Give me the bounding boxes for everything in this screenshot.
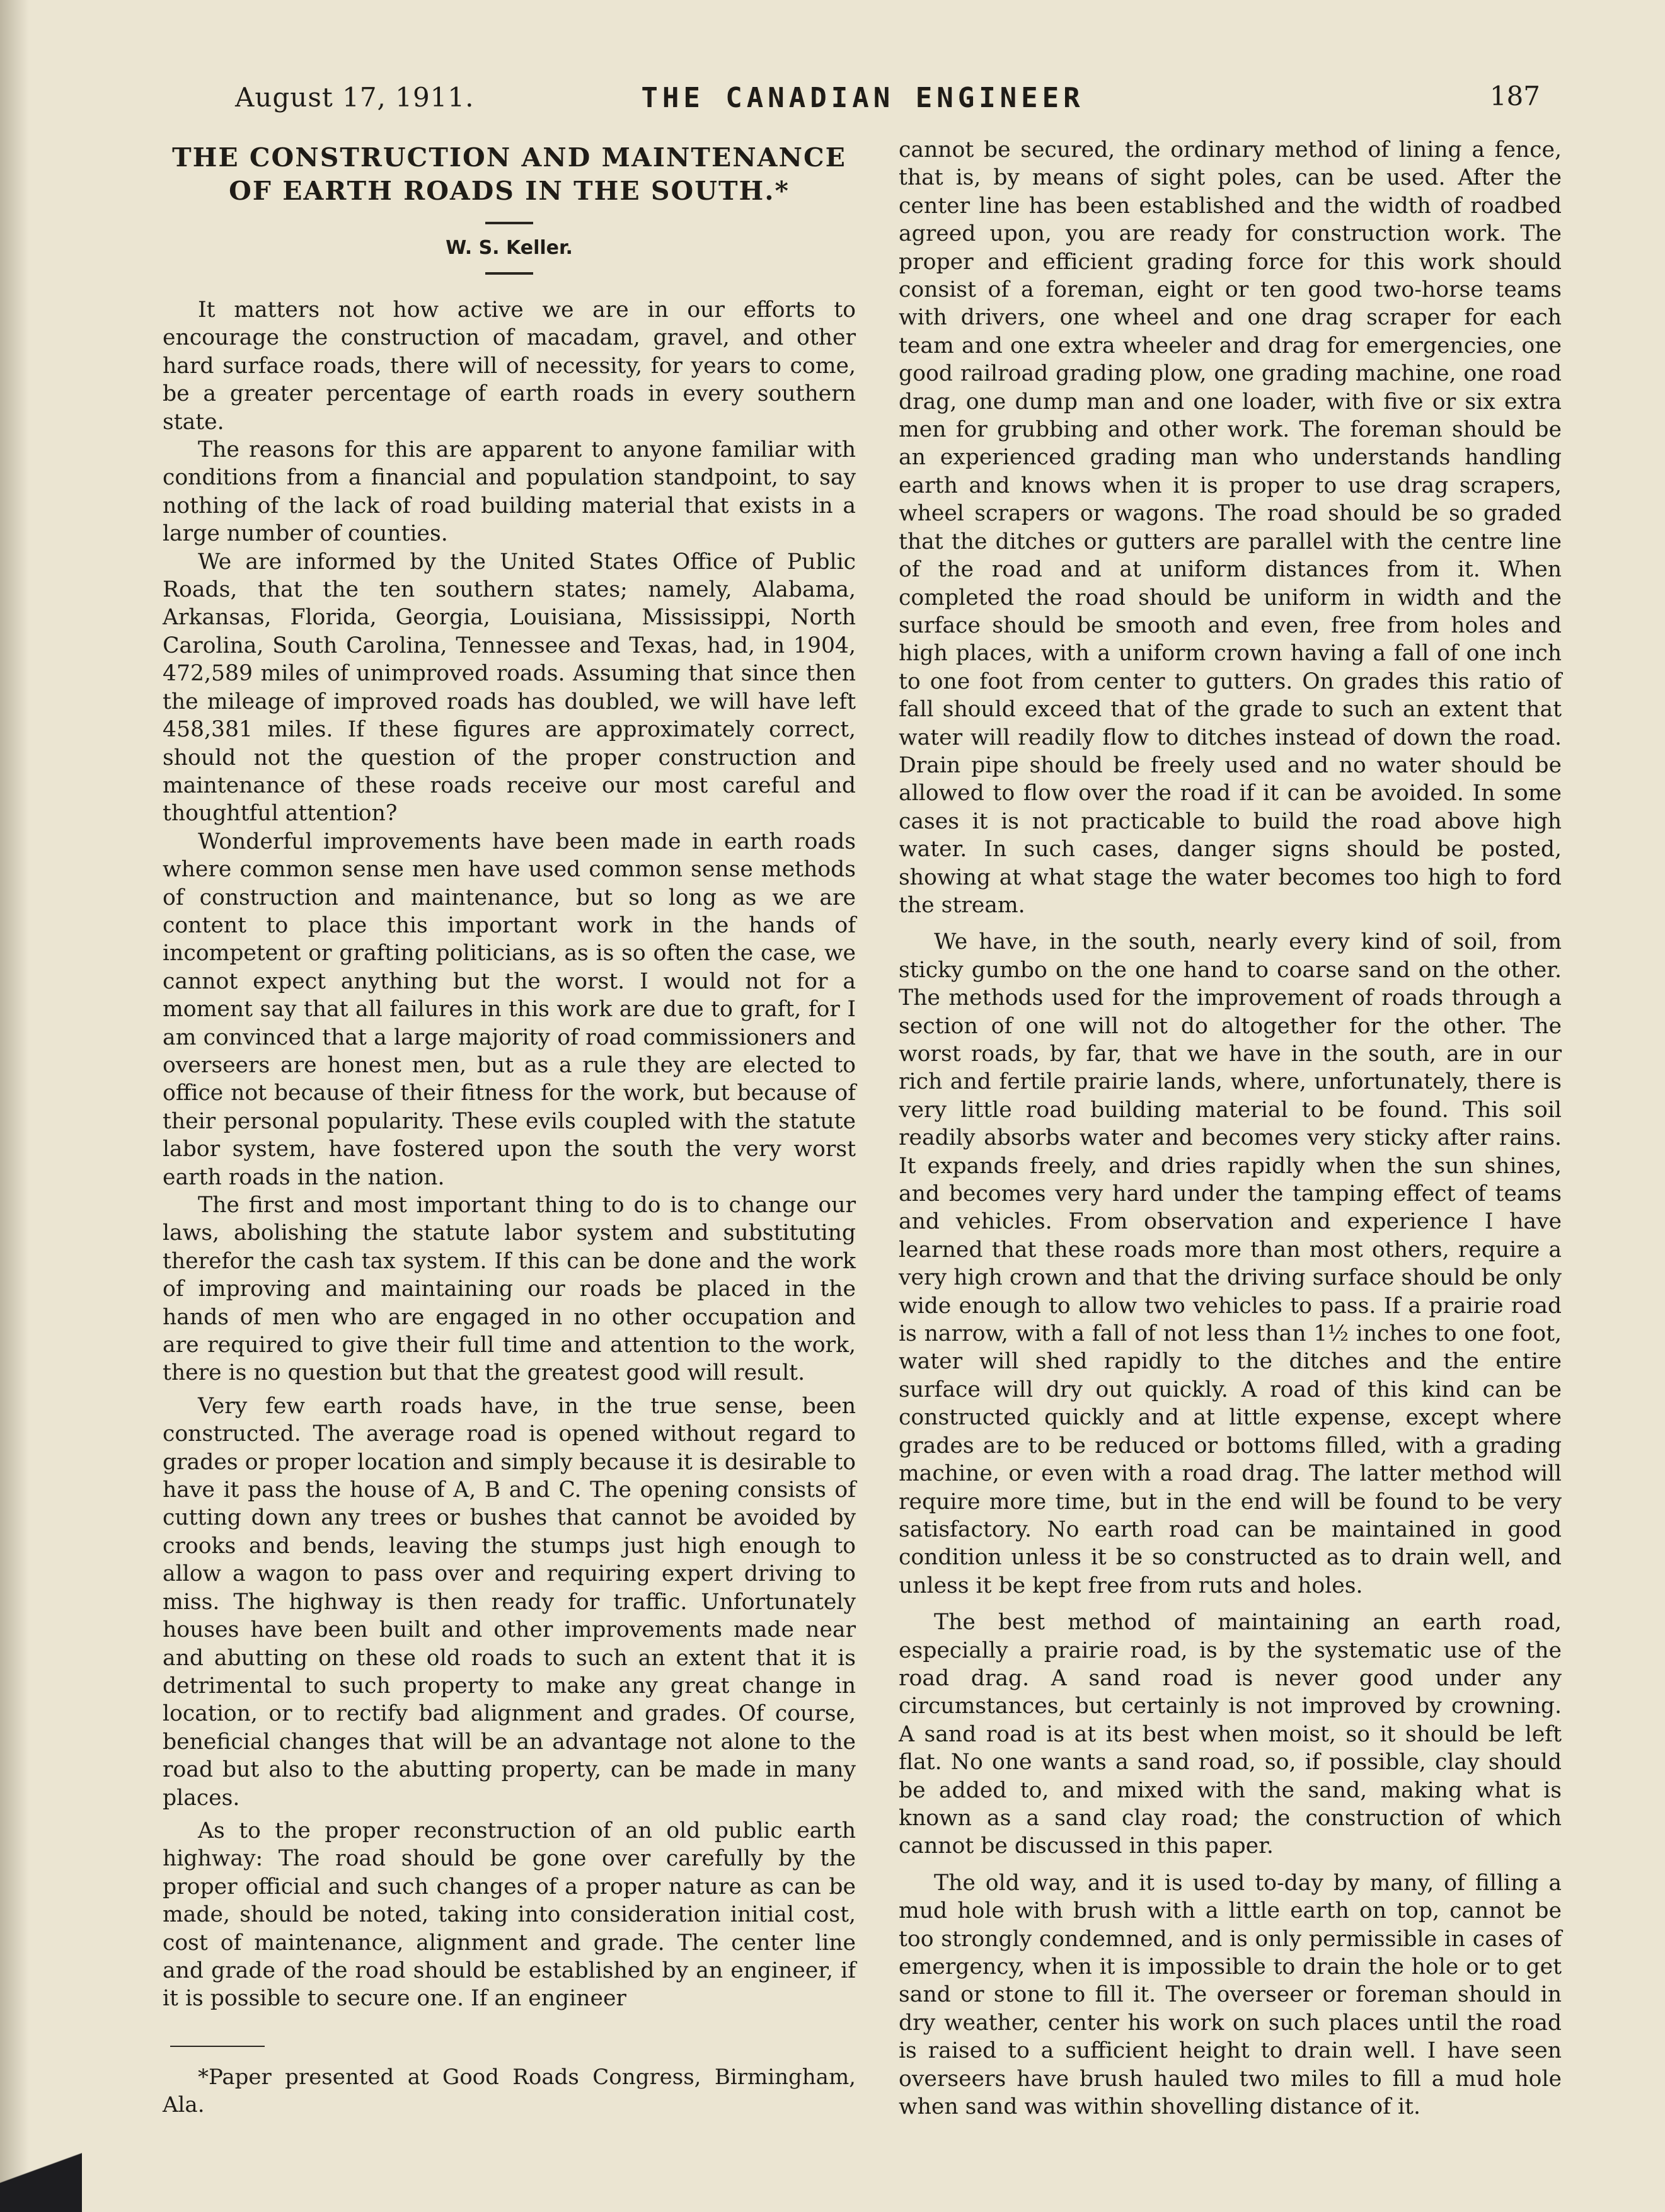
page-number: 187 xyxy=(1489,81,1540,112)
left-column xyxy=(163,136,856,2119)
footnote-rule xyxy=(170,2046,265,2047)
paragraph: We have, in the south, nearly every kind of soil, from sticky gumbo on the one hand to coarse sand on the other. The methods used for the improvement of roads through a section of one will not do altogether for the other. The worst roads, by far, that we have in the south, are in our rich and fertile prairie lands, where, unfortunately, there is very little road building material to be found. This soil readily absorbs water and becomes very sticky after rains. It expands freely, and dries rapidly when the sun shines, and becomes very hard under the tamping effect of teams and vehicles. From observation and experience I have learned that these roads more than most others, require a very high crown and that the driving surface should be only wide enough to allow two vehicles to pass. If a prairie road is narrow, with a fall of not less than 1½ inches to one foot, water will shed rapidly to the ditches and the entire surface will dry out quickly. A road of this kind can be constructed quickly and at little expense, except where grades are to be reduced or bottoms filled, with a grading machine, or even with a road drag. The latter method will require more time, but in the end will be found to be very satisfactory. No earth road can be maintained in good condition unless it be so constructed as to drain well, and unless it be kept free from ruts and holes. xyxy=(899,929,1562,1598)
paragraph-continuation: cannot be secured, the ordinary method of lining a fence, that is, by means of sight poles, can be used. After the center line has been established and the width of roadbed agreed upon, you are ready for construction work. The proper and efficient grading force for this work should consist of a foreman, eight or ten good two-horse teams with drivers, one wheel and one drag scraper for each team and one extra wheeler and drag for emergencies, one good railroad grading plow, one grading machine, one road drag, one dump man and one loader, with five or six extra men for grubbing and other work. The foreman should be an experienced grading man who understands handling earth and knows when it is proper to use drag scrapers, wheel scrapers or wagons. The road should be so graded that the ditches or gutters are parallel with the centre line of the road and at uniform distances from it. When completed the road should be uniform in width and the surface should be smooth and even, free from holes and high places, with a uniform crown having a fall of one inch to one foot from center to gutters. On grades this ratio of fall should exceed that of the grade to such an extent that water will readily flow to ditches instead of down the road. Drain pipe should be freely used and no water should be allowed to flow over the road if it can be avoided. In some cases it is not practicable to build the road above high water. In such cases, danger signs should be posted, showing at what stage the water becomes too high to ford the stream. xyxy=(899,137,1562,918)
paragraph: Wonderful improvements have been made in earth roads where common sense men have used common sense methods of construction and maintenance, but so long as we are content to place this important work in the hands of incompetent or grafting politicians, as is so often the case, we cannot expect anything but the worst. I would not for a moment say that all failures in this work are due to graft, for I am convinced that a large majority of road commissioners and overseers are honest men, but as a rule they are elected to office not because of their fitness for the work, but because of their personal popularity. These evils coupled with the statute labor system, have fostered upon the south the very worst earth roads in the nation. xyxy=(163,828,856,1190)
title-rule xyxy=(485,222,533,224)
paragraph: It matters not how active we are in our efforts to encourage the construction of macadam, gravel, and other hard surface roads, there will of necessity, for years to come, be a greater percentage of earth roads in every southern state. xyxy=(163,297,856,435)
footnote: *Paper presented at Good Roads Congress, Birmingham, Ala. xyxy=(163,2064,856,2117)
binding-shadow xyxy=(0,0,29,2212)
paragraph: The old way, and it is used to-day by many, of filling a mud hole with brush with a little earth on top, cannot be too strongly condemned, and is only permissible in cases of emergency, when it is impossible to drain the hole or to get sand or stone to fill it. The overseer or foreman should in dry weather, center his work on such places until the road is raised to a sufficient height to drain well. I have seen overseers have brush hauled two miles to fill a mud hole when sand was within shovelling distance of it. xyxy=(899,1870,1562,2120)
page-corner xyxy=(0,2143,82,2212)
article-title: THE CONSTRUCTION AND MAINTENANCE OF EARTH ROADS IN THE SOUTH.* xyxy=(172,142,846,206)
paragraph: Very few earth roads have, in the true sense, been constructed. The average road is opened without regard to grades or proper location and simply because it is desirable to have it pass the house of A, B and C. The opening consists of cutting down any trees or bushes that cannot be avoided by crooks and bends, leaving the stumps just high enough to allow a wagon to pass over and requiring expert driving to miss. The highway is then ready for traffic. Unfortunately houses have been built and other improvements made near and abutting on these old roads to such an extent that it is detrimental to such property to make any great change in location, or to rectify bad alignment and grades. Of course, beneficial changes that will be an advantage not alone to the road but also to the abutting property, can be made in many places. xyxy=(163,1393,856,1811)
paragraph: The reasons for this are apparent to anyone familiar with conditions from a financial and population standpoint, to say nothing of the lack of road building material that exists in a large number of counties. xyxy=(163,437,856,547)
issue-date: August 17, 1911. xyxy=(235,82,475,113)
running-head xyxy=(163,76,1563,120)
author-byline: W. S. Keller. xyxy=(446,237,573,259)
right-column xyxy=(899,136,1562,2121)
byline-rule xyxy=(485,272,533,275)
paragraph: As to the proper reconstruction of an old public earth highway: The road should be gone over carefully by the proper official and such changes of a proper nature as can be made, should be noted, taking into consideration initial cost, cost of maintenance, alignment and grade. The center line and grade of the road should be established by an engineer, if it is possible to secure one. If an engineer xyxy=(163,1818,856,2012)
paragraph: The first and most important thing to do is to change our laws, abolishing the statute labor system and substituting therefor the cash tax system. If this can be done and the work of improving and maintaining our roads be placed in the hands of men who are engaged in no other occupation and are required to give their full time and attention to the work, there is no question but that the greatest good will result. xyxy=(163,1193,856,1386)
paragraph: We are informed by the United States Office of Public Roads, that the ten southern states; namely, Alabama, Arkansas, Florida, Georgia, Louisiana, Mississippi, North Carolina, South Carolina, Tennessee and Texas, had, in 1904, 472,589 miles of unimproved roads. Assuming that since then the mileage of improved roads has doubled, we will have left 458,381 miles. If these figures are approximately correct, should not the question of the proper construction and maintenance of these roads receive our most careful and thoughtful attention? xyxy=(163,549,856,827)
journal-page xyxy=(163,76,1563,2155)
paragraph: The best method of maintaining an earth road, especially a prairie road, is by the systematic use of the road drag. A sand road is never good under any circumstances, but certainly is not improved by crowning. A sand road is at its best when moist, so it should be left flat. No one wants a sand road, so, if possible, clay should be added to, and mixed with the sand, making what is known as a sand clay road; the construction of which cannot be discussed in this paper. xyxy=(899,1610,1562,1859)
journal-title: THE CANADIAN ENGINEER xyxy=(641,82,1085,114)
